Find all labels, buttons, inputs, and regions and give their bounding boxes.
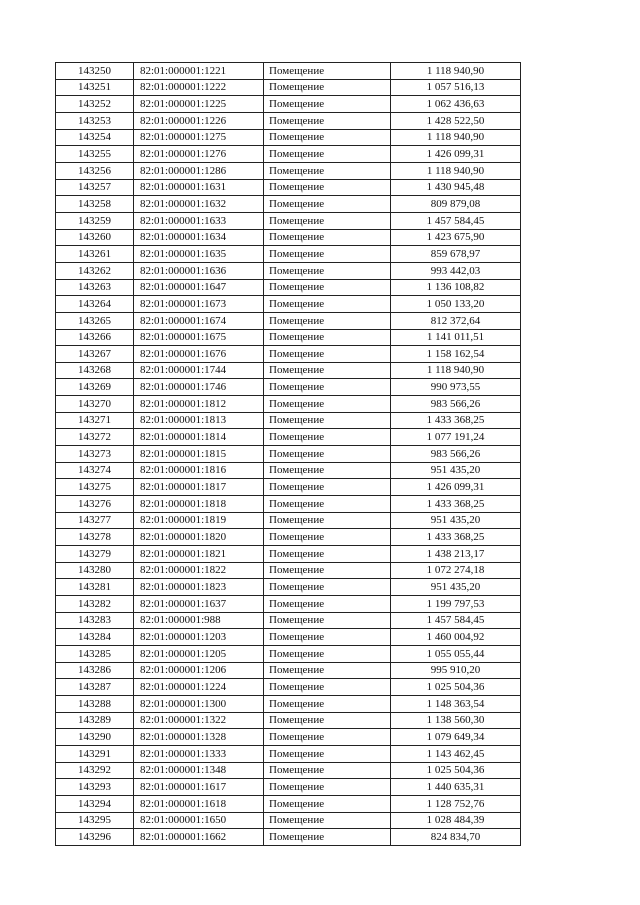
- cell-cadastral-value: 1 055 055,44: [391, 645, 521, 662]
- cell-object-type: Помещение: [264, 146, 391, 163]
- table-row: [56, 779, 521, 796]
- table-row: [56, 795, 521, 812]
- cell-cadastral-number: 82:01:000001:1333: [134, 745, 264, 762]
- cell-row-number: 143283: [56, 612, 134, 629]
- cell-cadastral-number: 82:01:000001:1650: [134, 812, 264, 829]
- cell-cadastral-number: 82:01:000001:1617: [134, 779, 264, 796]
- cell-row-number: 143285: [56, 645, 134, 662]
- cell-cadastral-number: 82:01:000001:1675: [134, 329, 264, 346]
- cell-object-type: Помещение: [264, 129, 391, 146]
- cell-cadastral-number: 82:01:000001:1819: [134, 512, 264, 529]
- cell-object-type: Помещение: [264, 396, 391, 413]
- cell-row-number: 143252: [56, 96, 134, 113]
- cell-row-number: 143294: [56, 795, 134, 812]
- cell-cadastral-value: 990 973,55: [391, 379, 521, 396]
- cell-object-type: Помещение: [264, 729, 391, 746]
- table-row: [56, 329, 521, 346]
- cell-row-number: 143282: [56, 596, 134, 613]
- cell-row-number: 143254: [56, 129, 134, 146]
- cell-cadastral-value: 1 158 162,54: [391, 346, 521, 363]
- table-row: [56, 812, 521, 829]
- cell-object-type: Помещение: [264, 795, 391, 812]
- cell-row-number: 143256: [56, 162, 134, 179]
- cell-row-number: 143287: [56, 679, 134, 696]
- cell-cadastral-value: 1 457 584,45: [391, 212, 521, 229]
- cell-cadastral-value: 951 435,20: [391, 462, 521, 479]
- cell-cadastral-number: 82:01:000001:1226: [134, 112, 264, 129]
- cell-row-number: 143291: [56, 745, 134, 762]
- table-row: [56, 79, 521, 96]
- cell-object-type: Помещение: [264, 162, 391, 179]
- cell-row-number: 143284: [56, 629, 134, 646]
- cell-row-number: 143273: [56, 446, 134, 463]
- cell-row-number: 143270: [56, 396, 134, 413]
- cell-object-type: Помещение: [264, 529, 391, 546]
- table-row: [56, 645, 521, 662]
- table-row: [56, 546, 521, 563]
- cell-object-type: Помещение: [264, 512, 391, 529]
- cell-row-number: 143286: [56, 662, 134, 679]
- cell-cadastral-number: 82:01:000001:1222: [134, 79, 264, 96]
- cell-cadastral-value: 1 072 274,18: [391, 562, 521, 579]
- cell-object-type: Помещение: [264, 96, 391, 113]
- cell-cadastral-number: 82:01:000001:1276: [134, 146, 264, 163]
- cell-cadastral-number: 82:01:000001:1618: [134, 795, 264, 812]
- cell-cadastral-number: 82:01:000001:1822: [134, 562, 264, 579]
- cell-object-type: Помещение: [264, 679, 391, 696]
- cell-row-number: 143266: [56, 329, 134, 346]
- table-row: [56, 229, 521, 246]
- cell-object-type: Помещение: [264, 629, 391, 646]
- cell-row-number: 143280: [56, 562, 134, 579]
- cell-object-type: Помещение: [264, 462, 391, 479]
- cell-cadastral-value: 1 141 011,51: [391, 329, 521, 346]
- cell-object-type: Помещение: [264, 695, 391, 712]
- cell-object-type: Помещение: [264, 179, 391, 196]
- cell-row-number: 143281: [56, 579, 134, 596]
- cell-object-type: Помещение: [264, 329, 391, 346]
- cell-cadastral-value: 1 199 797,53: [391, 596, 521, 613]
- cell-row-number: 143271: [56, 412, 134, 429]
- cell-cadastral-value: 1 148 363,54: [391, 695, 521, 712]
- cell-cadastral-number: 82:01:000001:1676: [134, 346, 264, 363]
- cell-row-number: 143255: [56, 146, 134, 163]
- cell-cadastral-value: 1 143 462,45: [391, 745, 521, 762]
- cell-object-type: Помещение: [264, 612, 391, 629]
- cell-cadastral-value: 1 057 516,13: [391, 79, 521, 96]
- cell-cadastral-value: 1 028 484,39: [391, 812, 521, 829]
- cell-row-number: 143258: [56, 196, 134, 213]
- table-row: [56, 596, 521, 613]
- cell-cadastral-value: 859 678,97: [391, 246, 521, 263]
- cell-object-type: Помещение: [264, 196, 391, 213]
- cell-object-type: Помещение: [264, 412, 391, 429]
- cell-cadastral-value: 1 428 522,50: [391, 112, 521, 129]
- cell-object-type: Помещение: [264, 262, 391, 279]
- cell-object-type: Помещение: [264, 112, 391, 129]
- cell-object-type: Помещение: [264, 296, 391, 313]
- cell-cadastral-value: 1 118 940,90: [391, 129, 521, 146]
- cell-cadastral-value: 1 079 649,34: [391, 729, 521, 746]
- cell-cadastral-number: 82:01:000001:1286: [134, 162, 264, 179]
- table-row: [56, 112, 521, 129]
- cell-object-type: Помещение: [264, 246, 391, 263]
- cell-row-number: 143274: [56, 462, 134, 479]
- cell-row-number: 143278: [56, 529, 134, 546]
- cell-cadastral-value: 1 025 504,36: [391, 762, 521, 779]
- cell-cadastral-number: 82:01:000001:1221: [134, 63, 264, 80]
- cell-cadastral-number: 82:01:000001:1275: [134, 129, 264, 146]
- cell-row-number: 143261: [56, 246, 134, 263]
- cell-row-number: 143290: [56, 729, 134, 746]
- cell-object-type: Помещение: [264, 745, 391, 762]
- cell-object-type: Помещение: [264, 346, 391, 363]
- table-row: [56, 479, 521, 496]
- cell-cadastral-number: 82:01:000001:1647: [134, 279, 264, 296]
- cell-cadastral-value: 1 062 436,63: [391, 96, 521, 113]
- table-row: [56, 695, 521, 712]
- cell-row-number: 143272: [56, 429, 134, 446]
- cell-object-type: Помещение: [264, 212, 391, 229]
- cell-cadastral-value: 1 430 945,48: [391, 179, 521, 196]
- table-row: [56, 412, 521, 429]
- cell-object-type: Помещение: [264, 496, 391, 513]
- cell-row-number: 143276: [56, 496, 134, 513]
- cell-cadastral-number: 82:01:000001:1348: [134, 762, 264, 779]
- table-row: [56, 629, 521, 646]
- table-row: [56, 496, 521, 513]
- property-table: [55, 62, 521, 846]
- cell-row-number: 143295: [56, 812, 134, 829]
- cell-object-type: Помещение: [264, 662, 391, 679]
- cell-object-type: Помещение: [264, 829, 391, 846]
- cell-cadastral-number: 82:01:000001:1817: [134, 479, 264, 496]
- table-row: [56, 179, 521, 196]
- cell-row-number: 143267: [56, 346, 134, 363]
- cell-row-number: 143262: [56, 262, 134, 279]
- cell-object-type: Помещение: [264, 312, 391, 329]
- cell-cadastral-value: 1 118 940,90: [391, 362, 521, 379]
- cell-cadastral-number: 82:01:000001:1637: [134, 596, 264, 613]
- cell-row-number: 143293: [56, 779, 134, 796]
- table-row: [56, 162, 521, 179]
- cell-cadastral-number: 82:01:000001:1322: [134, 712, 264, 729]
- table-row: [56, 512, 521, 529]
- cell-cadastral-number: 82:01:000001:1821: [134, 546, 264, 563]
- cell-cadastral-value: 995 910,20: [391, 662, 521, 679]
- cell-row-number: 143250: [56, 63, 134, 80]
- cell-row-number: 143263: [56, 279, 134, 296]
- cell-cadastral-number: 82:01:000001:1813: [134, 412, 264, 429]
- cell-cadastral-value: 1 077 191,24: [391, 429, 521, 446]
- cell-cadastral-number: 82:01:000001:1225: [134, 96, 264, 113]
- cell-object-type: Помещение: [264, 579, 391, 596]
- cell-cadastral-value: 1 457 584,45: [391, 612, 521, 629]
- table-row: [56, 346, 521, 363]
- cell-cadastral-value: 951 435,20: [391, 579, 521, 596]
- table-row: [56, 579, 521, 596]
- cell-cadastral-number: 82:01:000001:1674: [134, 312, 264, 329]
- table-row: [56, 712, 521, 729]
- cell-object-type: Помещение: [264, 812, 391, 829]
- cell-cadastral-number: 82:01:000001:1820: [134, 529, 264, 546]
- cell-object-type: Помещение: [264, 446, 391, 463]
- table-row: [56, 63, 521, 80]
- cell-row-number: 143253: [56, 112, 134, 129]
- cell-cadastral-value: 824 834,70: [391, 829, 521, 846]
- cell-cadastral-number: 82:01:000001:1224: [134, 679, 264, 696]
- cell-cadastral-number: 82:01:000001:1206: [134, 662, 264, 679]
- cell-row-number: 143277: [56, 512, 134, 529]
- table-row: [56, 529, 521, 546]
- cell-object-type: Помещение: [264, 362, 391, 379]
- table-row: [56, 429, 521, 446]
- table-row: [56, 96, 521, 113]
- cell-cadastral-number: 82:01:000001:1816: [134, 462, 264, 479]
- cell-object-type: Помещение: [264, 79, 391, 96]
- table-row: [56, 679, 521, 696]
- table-row: [56, 762, 521, 779]
- cell-cadastral-value: 1 118 940,90: [391, 162, 521, 179]
- cell-row-number: 143296: [56, 829, 134, 846]
- cell-cadastral-number: 82:01:000001:1815: [134, 446, 264, 463]
- cell-row-number: 143251: [56, 79, 134, 96]
- cell-cadastral-number: 82:01:000001:1634: [134, 229, 264, 246]
- cell-object-type: Помещение: [264, 479, 391, 496]
- cell-cadastral-value: 1 426 099,31: [391, 479, 521, 496]
- cell-cadastral-value: 1 433 368,25: [391, 529, 521, 546]
- cell-row-number: 143260: [56, 229, 134, 246]
- cell-cadastral-number: 82:01:000001:1632: [134, 196, 264, 213]
- cell-cadastral-number: 82:01:000001:1300: [134, 695, 264, 712]
- table-row: [56, 296, 521, 313]
- cell-cadastral-value: 1 118 940,90: [391, 63, 521, 80]
- cell-cadastral-value: 1 438 213,17: [391, 546, 521, 563]
- cell-cadastral-value: 1 128 752,76: [391, 795, 521, 812]
- cell-object-type: Помещение: [264, 229, 391, 246]
- table-row: [56, 196, 521, 213]
- cell-row-number: 143289: [56, 712, 134, 729]
- cell-cadastral-value: 983 566,26: [391, 396, 521, 413]
- table-row: [56, 729, 521, 746]
- cell-cadastral-number: 82:01:000001:1636: [134, 262, 264, 279]
- cell-cadastral-number: 82:01:000001:1635: [134, 246, 264, 263]
- table-row: [56, 312, 521, 329]
- cell-cadastral-value: 809 879,08: [391, 196, 521, 213]
- cell-row-number: 143269: [56, 379, 134, 396]
- cell-object-type: Помещение: [264, 762, 391, 779]
- cell-cadastral-number: 82:01:000001:1812: [134, 396, 264, 413]
- cell-cadastral-value: 1 136 108,82: [391, 279, 521, 296]
- cell-object-type: Помещение: [264, 279, 391, 296]
- cell-cadastral-number: 82:01:000001:1823: [134, 579, 264, 596]
- table-body: [56, 63, 521, 846]
- table-row: [56, 462, 521, 479]
- cell-cadastral-number: 82:01:000001:1205: [134, 645, 264, 662]
- table-row: [56, 612, 521, 629]
- table-row: [56, 279, 521, 296]
- cell-object-type: Помещение: [264, 429, 391, 446]
- cell-cadastral-value: 1 426 099,31: [391, 146, 521, 163]
- table-row: [56, 396, 521, 413]
- table-row: [56, 379, 521, 396]
- cell-cadastral-value: 1 433 368,25: [391, 496, 521, 513]
- cell-object-type: Помещение: [264, 712, 391, 729]
- cell-row-number: 143257: [56, 179, 134, 196]
- cell-cadastral-number: 82:01:000001:1328: [134, 729, 264, 746]
- table-row: [56, 212, 521, 229]
- cell-row-number: 143268: [56, 362, 134, 379]
- cell-cadastral-value: 1 138 560,30: [391, 712, 521, 729]
- cell-cadastral-number: 82:01:000001:1633: [134, 212, 264, 229]
- cell-object-type: Помещение: [264, 546, 391, 563]
- table-row: [56, 829, 521, 846]
- table-row: [56, 246, 521, 263]
- table-row: [56, 362, 521, 379]
- cell-cadastral-value: 1 423 675,90: [391, 229, 521, 246]
- cell-row-number: 143265: [56, 312, 134, 329]
- cell-cadastral-value: 1 025 504,36: [391, 679, 521, 696]
- cell-row-number: 143292: [56, 762, 134, 779]
- cell-object-type: Помещение: [264, 562, 391, 579]
- cell-row-number: 143264: [56, 296, 134, 313]
- cell-row-number: 143275: [56, 479, 134, 496]
- cell-cadastral-number: 82:01:000001:1631: [134, 179, 264, 196]
- cell-row-number: 143279: [56, 546, 134, 563]
- cell-object-type: Помещение: [264, 379, 391, 396]
- cell-row-number: 143259: [56, 212, 134, 229]
- cell-cadastral-number: 82:01:000001:1818: [134, 496, 264, 513]
- table-row: [56, 446, 521, 463]
- cell-cadastral-value: 983 566,26: [391, 446, 521, 463]
- cell-row-number: 143288: [56, 695, 134, 712]
- cell-cadastral-number: 82:01:000001:1203: [134, 629, 264, 646]
- table-row: [56, 662, 521, 679]
- cell-cadastral-number: 82:01:000001:988: [134, 612, 264, 629]
- cell-cadastral-number: 82:01:000001:1744: [134, 362, 264, 379]
- cell-cadastral-number: 82:01:000001:1662: [134, 829, 264, 846]
- cell-cadastral-value: 1 460 004,92: [391, 629, 521, 646]
- table-row: [56, 146, 521, 163]
- table-row: [56, 745, 521, 762]
- cell-object-type: Помещение: [264, 63, 391, 80]
- cell-cadastral-value: 1 440 635,31: [391, 779, 521, 796]
- cell-cadastral-number: 82:01:000001:1673: [134, 296, 264, 313]
- cell-object-type: Помещение: [264, 645, 391, 662]
- table-row: [56, 262, 521, 279]
- cell-cadastral-number: 82:01:000001:1746: [134, 379, 264, 396]
- cell-cadastral-value: 951 435,20: [391, 512, 521, 529]
- cell-object-type: Помещение: [264, 779, 391, 796]
- cell-object-type: Помещение: [264, 596, 391, 613]
- cell-cadastral-value: 1 050 133,20: [391, 296, 521, 313]
- cell-cadastral-number: 82:01:000001:1814: [134, 429, 264, 446]
- table-row: [56, 562, 521, 579]
- cell-cadastral-value: 1 433 368,25: [391, 412, 521, 429]
- cell-cadastral-value: 812 372,64: [391, 312, 521, 329]
- cell-cadastral-value: 993 442,03: [391, 262, 521, 279]
- table-row: [56, 129, 521, 146]
